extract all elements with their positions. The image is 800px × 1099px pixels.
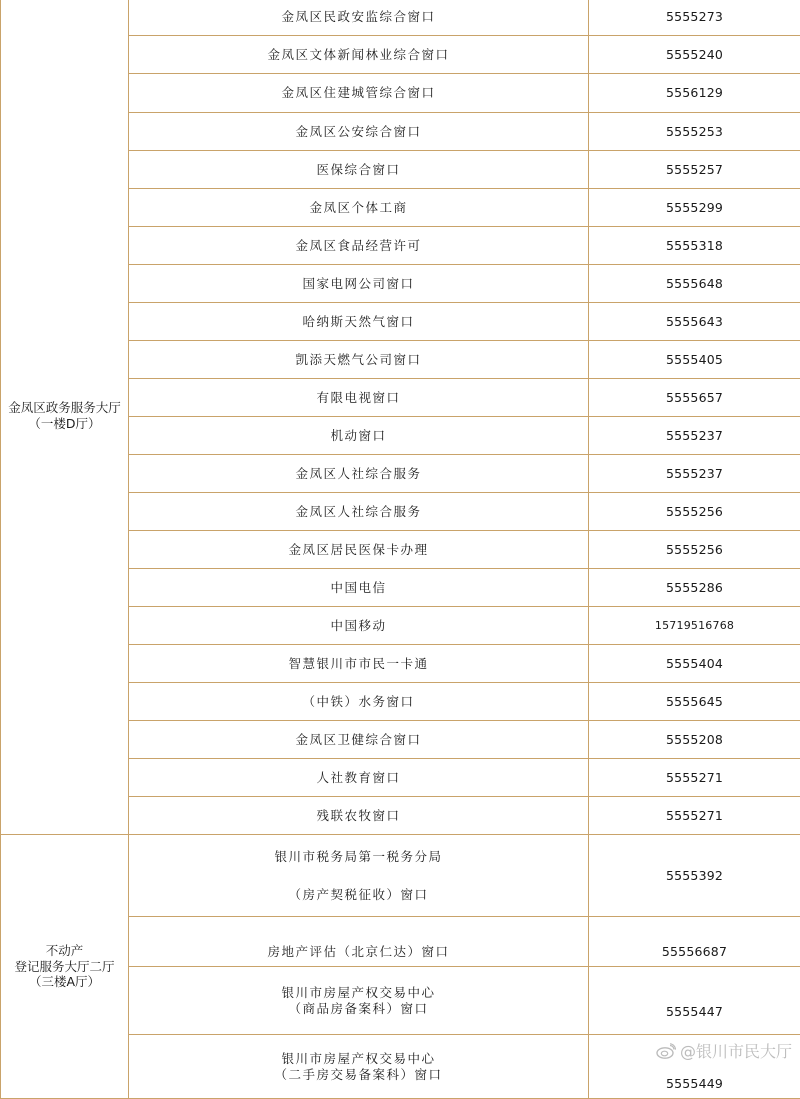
watermark	[656, 1039, 792, 1062]
hall-floor: （一楼D厅）	[1, 416, 128, 432]
hall-floor: （三楼A厅）	[1, 974, 128, 990]
phone-number: 5555237	[589, 455, 800, 493]
phone-number: 5555392	[589, 835, 800, 917]
window-line2: （房产契税征收）窗口	[129, 887, 588, 903]
window-name	[129, 835, 589, 917]
phone-number: 5555449	[589, 1035, 800, 1099]
window-name	[129, 1035, 589, 1099]
phone-number: 5555240	[589, 36, 800, 74]
phone-number: 5555271	[589, 797, 800, 835]
phone-number: 5555256	[589, 493, 800, 531]
phone-number: 5555645	[589, 683, 800, 721]
window-name: 金凤区居民医保卡办理	[129, 531, 589, 569]
phone-number: 5555286	[589, 569, 800, 607]
window-name: 中国电信	[129, 569, 589, 607]
window-name: 金凤区人社综合服务	[129, 455, 589, 493]
phone-number: 5555318	[589, 227, 800, 265]
window-name: 金凤区住建城管综合窗口	[129, 74, 589, 113]
window-line1: 银川市房屋产权交易中心	[129, 985, 588, 1001]
window-name: 中国移动	[129, 607, 589, 645]
window-name: 有限电视窗口	[129, 379, 589, 417]
hall-cell-zhengwu	[1, 0, 129, 835]
window-name: 金凤区公安综合窗口	[129, 113, 589, 151]
phone-number: 5555447	[589, 967, 800, 1035]
phone-number: 5556129	[589, 74, 800, 113]
phone-number: 5555404	[589, 645, 800, 683]
hall-name: 金凤区政务服务大厅	[1, 400, 128, 416]
phone-number: 5555256	[589, 531, 800, 569]
window-name: 人社教育窗口	[129, 759, 589, 797]
window-name: 金凤区卫健综合窗口	[129, 721, 589, 759]
window-name: 金凤区文体新闻林业综合窗口	[129, 36, 589, 74]
window-line2: （商品房备案科）窗口	[129, 1001, 588, 1017]
phone-number: 5555643	[589, 303, 800, 341]
window-name: 金凤区民政安监综合窗口	[129, 0, 589, 36]
phone-number: 5555405	[589, 341, 800, 379]
window-name: 房地产评估（北京仁达）窗口	[129, 917, 589, 967]
window-name	[129, 967, 589, 1035]
table-row	[1, 0, 800, 36]
window-name: 哈纳斯天然气窗口	[129, 303, 589, 341]
window-name: 凯添天燃气公司窗口	[129, 341, 589, 379]
weibo-icon	[656, 1043, 676, 1059]
window-line1: 银川市房屋产权交易中心	[129, 1051, 588, 1067]
window-line2: （二手房交易备案科）窗口	[129, 1067, 588, 1083]
phone-number: 5555237	[589, 417, 800, 455]
phone-number: 5555253	[589, 113, 800, 151]
hall-subname: 登记服务大厅二厅	[1, 959, 128, 975]
window-name: 残联农牧窗口	[129, 797, 589, 835]
phone-number: 55556687	[589, 917, 800, 967]
window-name: 金凤区食品经营许可	[129, 227, 589, 265]
hall-name: 不动产	[1, 943, 128, 959]
table-row	[1, 835, 800, 917]
window-name: 智慧银川市市民一卡通	[129, 645, 589, 683]
window-name: 医保综合窗口	[129, 151, 589, 189]
window-name: 国家电网公司窗口	[129, 265, 589, 303]
phone-number: 5555648	[589, 265, 800, 303]
window-line1: 银川市税务局第一税务分局	[129, 849, 588, 865]
watermark-text: @银川市民大厅	[680, 1039, 792, 1062]
phone-number: 5555273	[589, 0, 800, 36]
window-name: 金凤区个体工商	[129, 189, 589, 227]
hall-cell-budongchan	[1, 835, 129, 1099]
phone-number: 5555257	[589, 151, 800, 189]
window-name: 金凤区人社综合服务	[129, 493, 589, 531]
window-name: （中铁）水务窗口	[129, 683, 589, 721]
phone-number: 5555271	[589, 759, 800, 797]
phone-number: 15719516768	[589, 607, 800, 645]
window-name: 机动窗口	[129, 417, 589, 455]
phone-number: 5555299	[589, 189, 800, 227]
phone-number: 5555657	[589, 379, 800, 417]
phone-number: 5555208	[589, 721, 800, 759]
